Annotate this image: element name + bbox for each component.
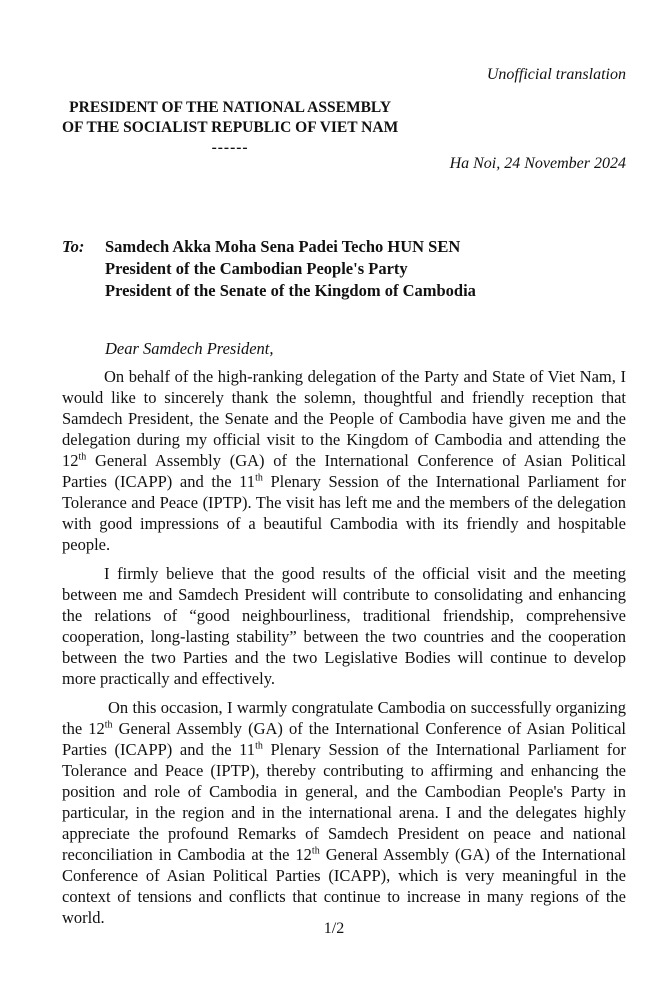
recipient-name: Samdech Akka Moha Sena Padei Techo HUN SEN — [105, 237, 461, 256]
sender-title-line2: OF THE SOCIALIST REPUBLIC OF VIET NAM — [62, 119, 399, 136]
recipient-title-party: President of the Cambodian People's Party — [105, 259, 408, 278]
salutation: Dear Samdech President, — [105, 339, 274, 358]
sender-block — [62, 98, 398, 158]
sender-separator: ------ — [211, 139, 249, 156]
recipient-title-senate: President of the Senate of the Kingdom of Cambodia — [105, 281, 476, 300]
paragraph-thanks: On behalf of the high-ranking delegation of the Party and State of Viet Nam, I would like to sincerely thank the solemn, thoughtful and friendly reception that Samdech President, the Senate and the People of Cambodia have given me and the delegation during my official visit to the Kingdom of Cambodia and attending the 12th General Assembly (GA) of the International Conference of Asian Political Parties (ICAPP) and the 11th Plenary Session of the International Parliament for Tolerance and Peace (IPTP). The visit has left me and the members of the delegation with good impressions of a beautiful Cambodia with its friendly and hospitable people. — [62, 367, 626, 554]
paragraph-belief: I firmly believe that the good results of the official visit and the meeting between me and Samdech President will contribute to consolidating and enhancing the relations of “good neighbourliness, traditional friendship, comprehensive cooperation, long-lasting stability” between the two countries and the cooperation between the two Parties and the two Legislative Bodies will continue to develop more practically and effectively. — [62, 564, 626, 688]
dateline: Ha Noi, 24 November 2024 — [449, 155, 626, 172]
letter-body — [62, 366, 626, 936]
paragraph-congratulations: On this occasion, I warmly congratulate Cambodia on successfully organizing the 12th General Assembly (GA) of the International Conference of Asian Political Parties (ICAPP) and the 11th Plenary Session of the International Parliament for Tolerance and Peace (IPTP), thereby contributing to affirming and enhancing the position and role of Cambodia in general, and the Cambodian People's Party in particular, in the region and in the international arena. I and the delegates highly appreciate the profound Remarks of Samdech President on peace and national reconciliation in Cambodia at the 12th General Assembly (GA) of the International Conference of Asian Political Parties (ICAPP), which is very meaningful in the context of tensions and conflicts that continue to increase in many regions of the world. — [62, 698, 627, 927]
sender-title-line1: PRESIDENT OF THE NATIONAL ASSEMBLY — [69, 99, 392, 116]
recipient-label: To: — [62, 237, 85, 256]
page-number: 1/2 — [323, 920, 345, 937]
translation-note: Unofficial translation — [486, 66, 626, 83]
